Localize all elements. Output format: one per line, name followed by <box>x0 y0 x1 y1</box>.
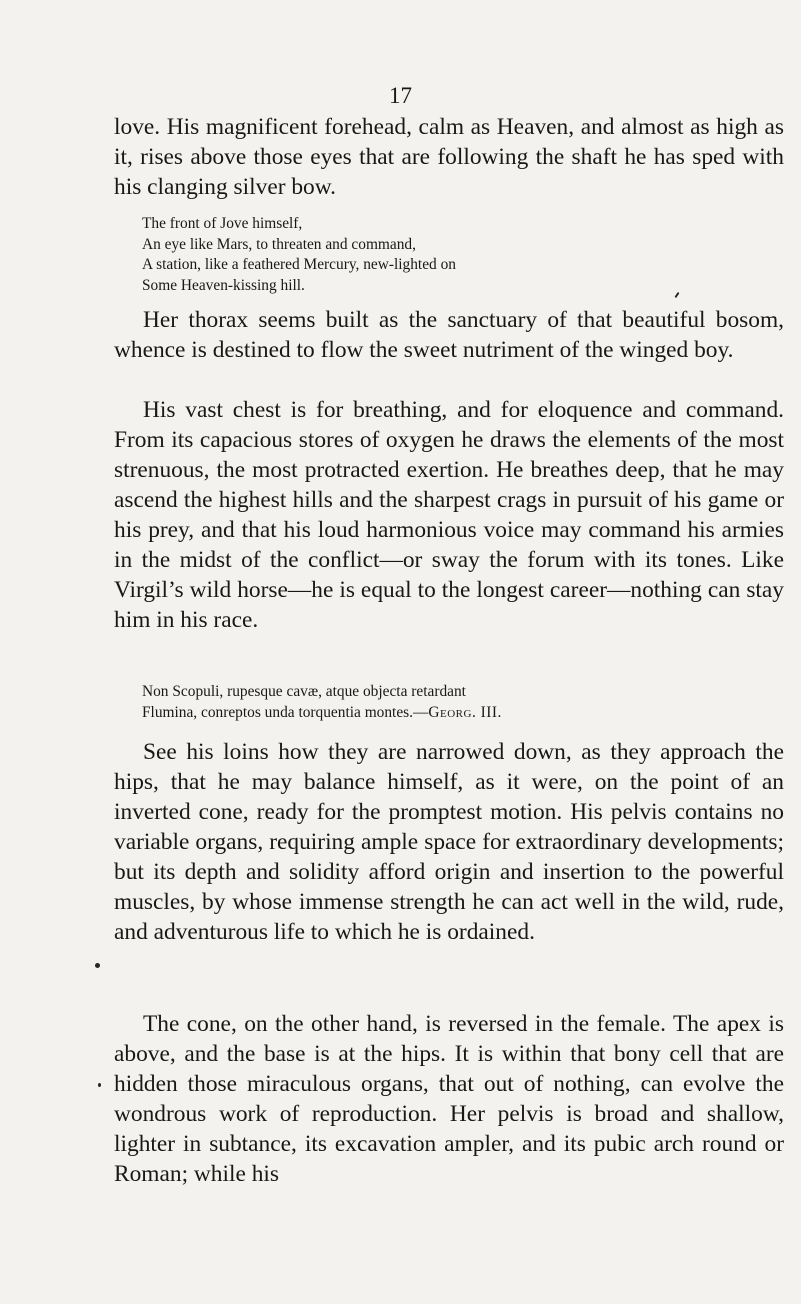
paragraph-text: love. His magnificent forehead, calm as Heaven, and almost as high as it, rises above those eyes that are following the shaft he has sped with his clanging silver bow. <box>114 114 784 200</box>
latin-quotation <box>142 682 772 723</box>
ink-speck <box>98 1083 101 1087</box>
paragraph-cone <box>114 1009 784 1189</box>
verse-line: The front of Jove himself, <box>142 215 303 232</box>
paragraph-loins <box>114 737 784 947</box>
latin-line <box>142 703 772 724</box>
paragraph-forehead <box>114 112 784 202</box>
verse-quotation <box>142 214 772 296</box>
latin-line: Non Scopuli, rupesque cavæ, atque objecta retardant <box>142 683 466 700</box>
paragraph-chest <box>114 395 784 635</box>
paragraph-text: See his loins how they are narrowed down, as they approach the hips, that he may balance himself, as it were, on the point of an inverted cone, ready for the promptest motion. His pelvis contains no variable organs, requiring ample space for extraordinary developments; but its depth and solidity afford origin and insertion to the powerful muscles, by whose immense strength he can act well in the wild, rude, and adventurous life to which he is ordained. <box>114 739 784 945</box>
page-number: 17 <box>389 83 412 108</box>
paragraph-text: His vast chest is for breathing, and for eloquence and command. From its capacious stores of oxygen he draws the elements of the most strenuous, the most protracted exertion. He breathes deep, that he may ascend the highest hills and the sharpest crags in pursuit of his game or his prey, and that his loud harmonious voice may command his armies in the midst of the conflict—or sway the forum with its tones. Like Virgil’s wild horse—he is equal to the longest career—nothing can stay him in his race. <box>114 397 784 633</box>
ink-speck <box>95 963 100 968</box>
latin-line-text: Flumina, conreptos unda torquentia montes.— <box>142 703 429 721</box>
verse-line: Some Heaven-kissing hill. <box>142 276 305 294</box>
paragraph-thorax <box>114 305 784 365</box>
paragraph-text: The cone, on the other hand, is reversed in the female. The apex is above, and the base is at the hips. It is within that bony cell that are hidden those miraculous organs, that out of nothing, can evolve the wondrous work of reproduction. Her pelvis is broad and shallow, lighter in subtance, its excavation ampler, and its pubic arch round or Roman; while his <box>114 1011 784 1187</box>
verse-line: A station, like a feathered Mercury, new-lighted on <box>142 256 456 273</box>
verse-line: An eye like Mars, to threaten and command, <box>142 235 416 253</box>
latin-citation: Georg. III. <box>428 703 502 721</box>
paragraph-text: Her thorax seems built as the sanctuary of that beautiful bosom, whence is destined to flow the sweet nutriment of the winged boy. <box>114 307 784 363</box>
